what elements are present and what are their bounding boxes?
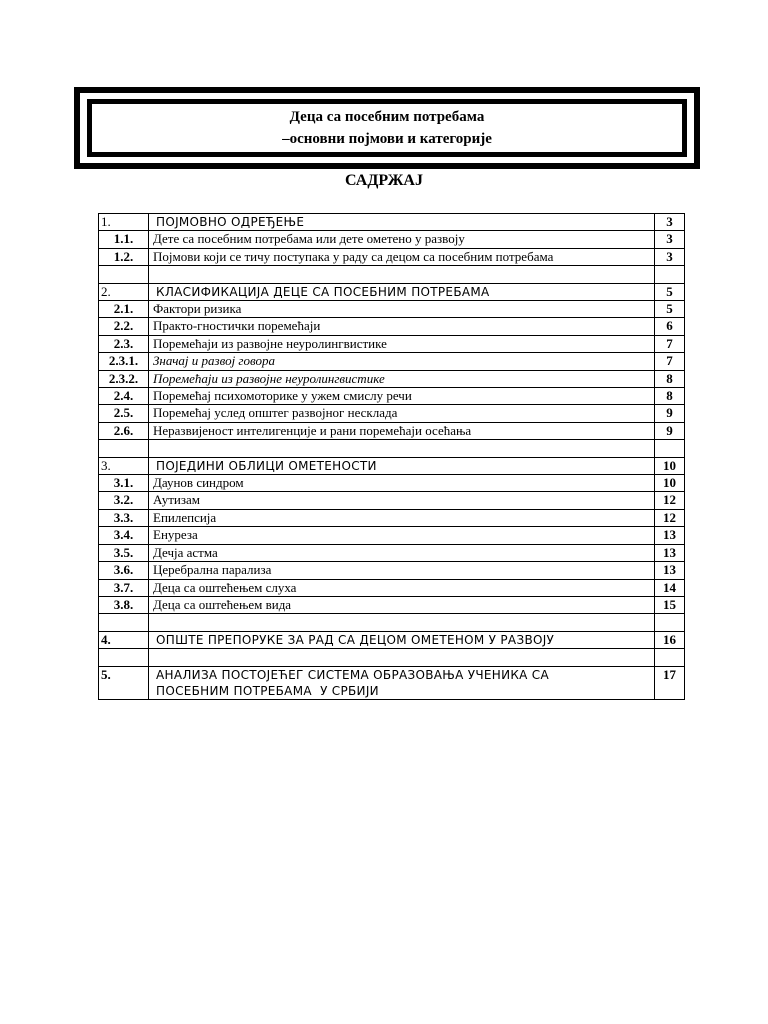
toc-section-title: Фактори ризика	[149, 301, 655, 318]
toc-row	[99, 422, 685, 439]
toc-empty-cell	[149, 614, 655, 631]
toc-section-title: Даунов синдром	[149, 475, 655, 492]
toc-empty-cell	[149, 649, 655, 666]
toc-page-number: 3	[655, 214, 685, 231]
toc-section-number: 2.4.	[99, 388, 149, 405]
toc-row	[99, 527, 685, 544]
toc-section-number: 2.5.	[99, 405, 149, 422]
toc-empty-cell	[655, 440, 685, 457]
toc-section-number: 2.3.2.	[99, 370, 149, 387]
toc-page-number: 7	[655, 335, 685, 352]
toc-empty-cell	[99, 614, 149, 631]
toc-row	[99, 544, 685, 561]
toc-page-number: 15	[655, 596, 685, 613]
toc-section-title: Практо-гностички поремећаји	[149, 318, 655, 335]
toc-page-number: 12	[655, 509, 685, 526]
toc-section-title	[149, 666, 655, 700]
toc-section-title: Поремећаји из развојне неуролингвистике	[149, 335, 655, 352]
toc-body	[99, 214, 685, 700]
toc-row	[99, 631, 685, 648]
toc-page-number: 3	[655, 248, 685, 265]
toc-section-title: ПОЈЕДИНИ ОБЛИЦИ ОМЕТЕНОСТИ	[149, 457, 655, 474]
toc-spacer-row	[99, 266, 685, 283]
toc-page-number: 14	[655, 579, 685, 596]
toc-page-number: 8	[655, 370, 685, 387]
toc-empty-cell	[99, 266, 149, 283]
toc-row	[99, 475, 685, 492]
toc-section-title: ПОЈМОВНО ОДРЕЂЕЊЕ	[149, 214, 655, 231]
toc-row	[99, 231, 685, 248]
toc-page-number: 12	[655, 492, 685, 509]
toc-page-number: 6	[655, 318, 685, 335]
toc-empty-cell	[655, 649, 685, 666]
toc-page-number: 5	[655, 283, 685, 300]
toc-row	[99, 214, 685, 231]
toc-section-title: Церебрална парализа	[149, 562, 655, 579]
toc-section-title: Значај и развој говора	[149, 353, 655, 370]
toc-section-number: 2.1.	[99, 301, 149, 318]
toc-section-number: 3.5.	[99, 544, 149, 561]
toc-section-title: Поремећај психомоторике у ужем смислу речи	[149, 388, 655, 405]
toc-row	[99, 666, 685, 700]
toc-section-title: КЛАСИФИКАЦИЈА ДЕЦЕ СА ПОСЕБНИМ ПОТРЕБАМА	[149, 283, 655, 300]
title-inner-border	[87, 99, 687, 157]
toc-section-number: 3.3.	[99, 509, 149, 526]
toc-empty-cell	[149, 266, 655, 283]
toc-section-title: Деца са оштећењем вида	[149, 596, 655, 613]
toc-section-number: 3.4.	[99, 527, 149, 544]
toc-page-number: 13	[655, 562, 685, 579]
toc-empty-cell	[149, 440, 655, 457]
toc-section-number: 2.	[99, 283, 149, 300]
toc-section-title: Дечја астма	[149, 544, 655, 561]
toc-section-title: Поремећаји из развојне неуролингвистике	[149, 370, 655, 387]
toc-row	[99, 370, 685, 387]
toc-row	[99, 248, 685, 265]
toc-section-number: 5.	[99, 666, 149, 700]
toc-section-number: 3.6.	[99, 562, 149, 579]
toc-row	[99, 457, 685, 474]
toc-section-number: 1.2.	[99, 248, 149, 265]
toc-page-number: 10	[655, 475, 685, 492]
toc-page-number: 8	[655, 388, 685, 405]
toc-section-title: ОПШТЕ ПРЕПОРУКЕ ЗА РАД СА ДЕЦОМ ОМЕТЕНОМ У РАЗВОЈУ	[149, 631, 655, 648]
toc-section-number: 3.	[99, 457, 149, 474]
toc-heading: САДРЖАЈ	[345, 172, 423, 189]
toc-section-number: 2.3.1.	[99, 353, 149, 370]
document-title-line-2: –основни појмови и категорије	[282, 131, 492, 147]
toc-row	[99, 509, 685, 526]
toc-section-title: Појмови који се тичу поступака у раду са децом са посебним потребама	[149, 248, 655, 265]
toc-section-title: Епилепсија	[149, 509, 655, 526]
toc-row	[99, 318, 685, 335]
toc-section-title: Деца са оштећењем слуха	[149, 579, 655, 596]
title-frame	[74, 87, 700, 169]
toc-row	[99, 405, 685, 422]
toc-row	[99, 579, 685, 596]
toc-row	[99, 283, 685, 300]
table-of-contents	[98, 213, 685, 700]
toc-section-number: 1.1.	[99, 231, 149, 248]
toc-section-title-line-1: АНАЛИЗА ПОСТОЈЕЋЕГ СИСТЕМА ОБРАЗОВАЊА УЧЕНИКА СА	[156, 667, 549, 682]
toc-spacer-row	[99, 440, 685, 457]
toc-section-number: 2.6.	[99, 422, 149, 439]
toc-section-number: 3.1.	[99, 475, 149, 492]
toc-section-title-line-2: ПОСЕБНИМ ПОТРЕБАМА У СРБИЈИ	[156, 683, 379, 698]
toc-row	[99, 353, 685, 370]
toc-section-number: 1.	[99, 214, 149, 231]
toc-row	[99, 596, 685, 613]
toc-page-number: 7	[655, 353, 685, 370]
toc-page-number: 5	[655, 301, 685, 318]
toc-page-number: 13	[655, 544, 685, 561]
toc-section-title: Аутизам	[149, 492, 655, 509]
toc-page-number: 9	[655, 405, 685, 422]
document-title-line-1: Деца са посебним потребама	[289, 109, 485, 125]
toc-section-title: Дете са посебним потребама или дете ометено у развоју	[149, 231, 655, 248]
toc-section-number: 2.2.	[99, 318, 149, 335]
toc-section-title: Неразвијеност интелигенције и рани поремећаји осећања	[149, 422, 655, 439]
toc-section-number: 3.2.	[99, 492, 149, 509]
toc-page-number: 3	[655, 231, 685, 248]
toc-page-number: 9	[655, 422, 685, 439]
toc-empty-cell	[99, 440, 149, 457]
toc-page-number: 10	[655, 457, 685, 474]
toc-page-number: 16	[655, 631, 685, 648]
toc-empty-cell	[655, 266, 685, 283]
toc-section-number: 4.	[99, 631, 149, 648]
toc-page-number: 13	[655, 527, 685, 544]
toc-spacer-row	[99, 649, 685, 666]
toc-row	[99, 562, 685, 579]
toc-row	[99, 492, 685, 509]
toc-row	[99, 335, 685, 352]
toc-row	[99, 388, 685, 405]
toc-empty-cell	[655, 614, 685, 631]
toc-spacer-row	[99, 614, 685, 631]
toc-row	[99, 301, 685, 318]
toc-section-title: Енуреза	[149, 527, 655, 544]
toc-page-number: 17	[655, 666, 685, 700]
toc-empty-cell	[99, 649, 149, 666]
toc-section-number: 2.3.	[99, 335, 149, 352]
toc-section-title: Поремећај услед општег развојног несклада	[149, 405, 655, 422]
toc-section-number: 3.7.	[99, 579, 149, 596]
toc-section-number: 3.8.	[99, 596, 149, 613]
